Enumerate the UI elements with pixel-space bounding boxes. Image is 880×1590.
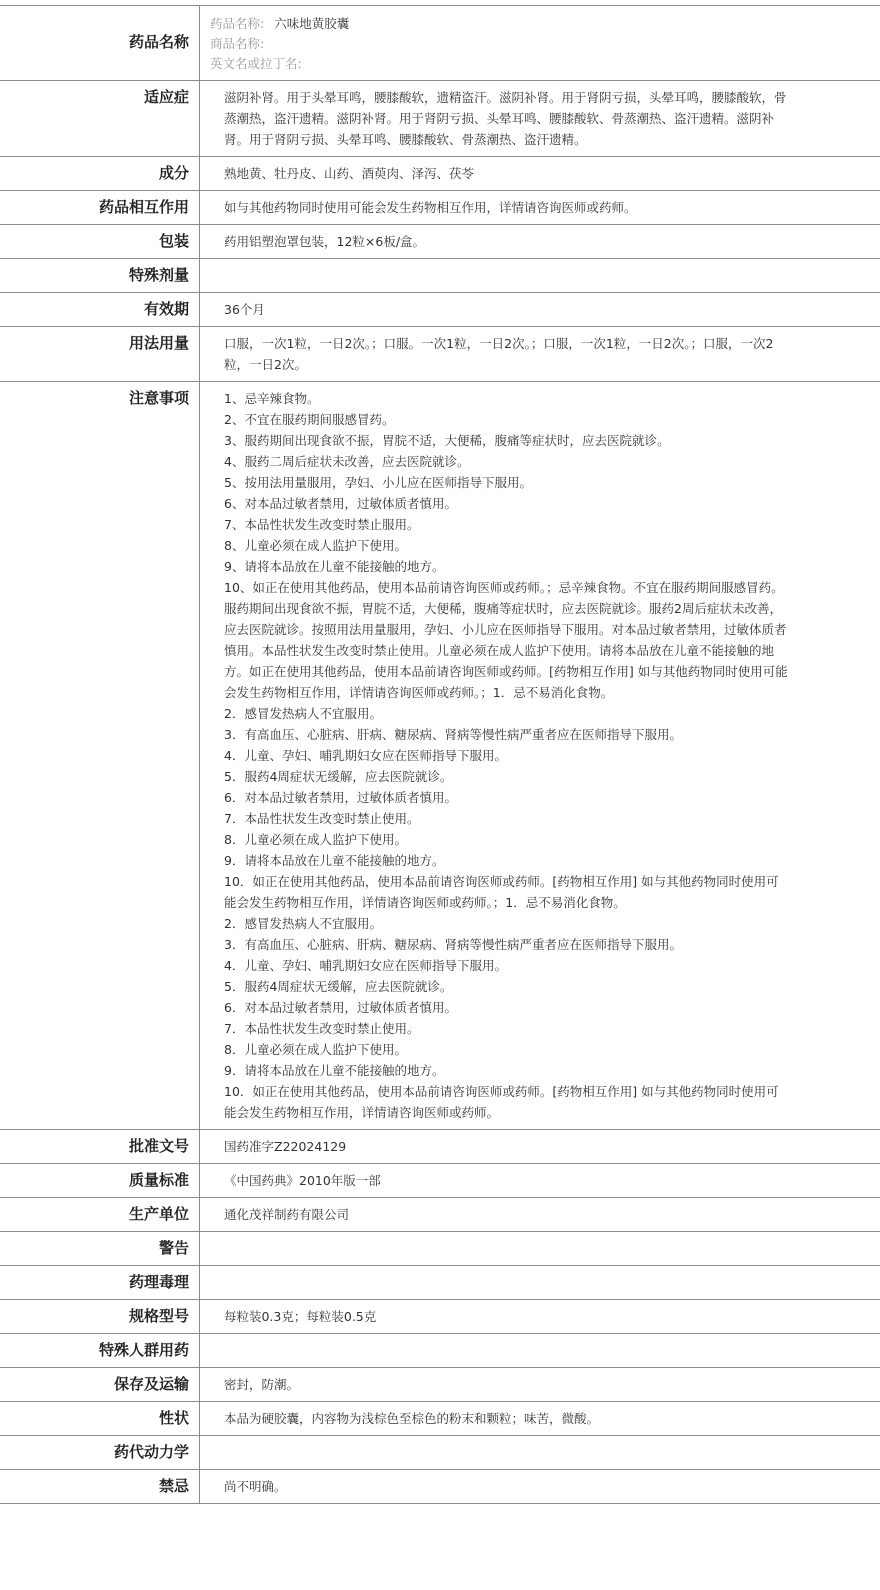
contraindications-value: 尚不明确。	[224, 1479, 287, 1494]
row-storage	[0, 1368, 880, 1402]
row-description	[0, 1402, 880, 1436]
row-label: 注意事项	[0, 382, 200, 1129]
drug-info-table	[0, 5, 880, 1504]
row-label: 特殊人群用药	[0, 1334, 200, 1367]
row-label: 保存及运输	[0, 1368, 200, 1401]
warning-value	[200, 1232, 880, 1265]
row-manufacturer	[0, 1198, 880, 1232]
generic-name-value: 六味地黄胶囊	[274, 16, 350, 31]
row-label: 质量标准	[0, 1164, 200, 1197]
row-warning	[0, 1232, 880, 1266]
row-label: 生产单位	[0, 1198, 200, 1231]
row-label: 禁忌	[0, 1470, 200, 1503]
trade-name-key: 商品名称:	[210, 36, 265, 51]
row-special-population	[0, 1334, 880, 1368]
row-validity	[0, 293, 880, 327]
row-package	[0, 225, 880, 259]
row-label: 特殊剂量	[0, 259, 200, 292]
row-label: 用法用量	[0, 327, 200, 381]
row-label: 警告	[0, 1232, 200, 1265]
ingredients-value: 熟地黄、牡丹皮、山药、酒萸肉、泽泻、茯苓	[224, 166, 475, 181]
indications-value: 滋阴补肾。用于头晕耳鸣，腰膝酸软，遗精盗汗。滋阴补肾。用于肾阴亏损，头晕耳鸣，腰膝酸软，骨蒸潮热，盗汗遗精。滋阴补肾。用于肾阴亏损、头晕耳鸣、腰膝酸软、骨蒸潮热、盗汗遗精。滋阴补肾。用于肾阴亏损、头晕耳鸣、腰膝酸软、骨蒸潮热、盗汗遗精。	[224, 90, 787, 147]
row-label: 包装	[0, 225, 200, 258]
row-label: 药品名称	[0, 6, 200, 80]
description-value: 本品为硬胶囊，内容物为浅棕色至棕色的粉末和颗粒；味苦，微酸。	[224, 1411, 600, 1426]
approval-number-value: 国药准字Z22024129	[224, 1139, 347, 1154]
english-name-line	[210, 54, 349, 74]
row-label: 规格型号	[0, 1300, 200, 1333]
pharmacology-value	[200, 1266, 880, 1299]
usage-value: 口服，一次1粒，一日2次。；口服。一次1粒，一日2次。；口服，一次1粒，一日2次。；口服，一次2粒，一日2次。	[224, 336, 774, 372]
row-label: 药代动力学	[0, 1436, 200, 1469]
row-pharmacokinetics	[0, 1436, 880, 1470]
row-label: 药品相互作用	[0, 191, 200, 224]
row-label: 适应症	[0, 81, 200, 156]
row-indications	[0, 81, 880, 157]
manufacturer-value: 通化茂祥制药有限公司	[224, 1207, 350, 1222]
english-name-key: 英文名或拉丁名:	[210, 56, 302, 71]
row-label: 成分	[0, 157, 200, 190]
row-pharmacology	[0, 1266, 880, 1300]
storage-value: 密封，防潮。	[224, 1377, 300, 1392]
row-contraindications	[0, 1470, 880, 1504]
row-drug-name	[0, 6, 880, 81]
row-label: 药理毒理	[0, 1266, 200, 1299]
row-label: 批准文号	[0, 1130, 200, 1163]
package-value: 药用铝塑泡罩包装，12粒×6板/盒。	[224, 234, 426, 249]
specification-value: 每粒装0.3克；每粒装0.5克	[224, 1309, 377, 1324]
row-precautions	[0, 382, 880, 1130]
row-specification	[0, 1300, 880, 1334]
row-label: 有效期	[0, 293, 200, 326]
generic-name-key: 药品名称:	[210, 16, 265, 31]
row-label: 性状	[0, 1402, 200, 1435]
quality-standard-value: 《中国药典》2010年版一部	[224, 1173, 381, 1188]
special-population-value	[200, 1334, 880, 1367]
row-special-dosage	[0, 259, 880, 293]
pharmacokinetics-value	[200, 1436, 880, 1469]
generic-name-line	[210, 14, 349, 34]
row-quality-standard	[0, 1164, 880, 1198]
trade-name-line	[210, 34, 349, 54]
special-dosage-value	[200, 259, 880, 292]
row-interactions	[0, 191, 880, 225]
interactions-value: 如与其他药物同时使用可能会发生药物相互作用，详情请咨询医师或药师。	[224, 200, 637, 215]
validity-value: 36个月	[224, 302, 265, 317]
row-usage	[0, 327, 880, 382]
row-ingredients	[0, 157, 880, 191]
drug-name-block	[200, 6, 359, 80]
row-approval-number	[0, 1130, 880, 1164]
precautions-value: 1、忌辛辣食物。 2、不宜在服药期间服感冒药。 3、服药期间出现食欲不振，胃脘不适，大便稀，腹痛等症状时，应去医院就诊。 4、服药二周后症状未改善，应去医院就诊。 5、按用法用量服用，孕妇、小儿应在医师指导下服用。 6、对本品过敏者禁用，过敏体质者慎用。 7、本品性状发生改变时禁止服用。 8、儿童必须在成人监护下使用。 9、请将本品放在儿童不能接触的地方。 10、如正在使用其他药品，使用本品前请咨询医师或药师。；忌辛辣食物。不宜在服药期间服感冒药。服药期间出现食欲不振，胃脘不适，大便稀，腹痛等症状时，应去医院就诊。服药2周后症状未改善，应去医院就诊。按照用法用量服用，孕妇、小儿应在医师指导下服用。对本品过敏者禁用，过敏体质者慎用。本品性状发生改变时禁止使用。儿童必须在成人监护下使用。请将本品放在儿童不能接触的地方。如正在使用其他药品，使用本品前请咨询医师或药师。[药物相互作用] 如与其他药物同时使用可能会发生药物相互作用，详情请咨询医师或药师。；1．忌不易消化食物。 2．感冒发热病人不宜服用。 3．有高血压、心脏病、肝病、糖尿病、肾病等慢性病严重者应在医师指导下服用。 4．儿童、孕妇、哺乳期妇女应在医师指导下服用。 5．服药4周症状无缓解，应去医院就诊。 6．对本品过敏者禁用，过敏体质者慎用。 7．本品性状发生改变时禁止使用。 8．儿童必须在成人监护下使用。 9．请将本品放在儿童不能接触的地方。 10．如正在使用其他药品，使用本品前请咨询医师或药师。[药物相互作用] 如与其他药物同时使用可能会发生药物相互作用，详情请咨询医师或药师。；1．忌不易消化食物。 2．感冒发热病人不宜服用。 3．有高血压、心脏病、肝病、糖尿病、肾病等慢性病严重者应在医师指导下服用。 4．儿童、孕妇、哺乳期妇女应在医师指导下服用。 5．服药4周症状无缓解，应去医院就诊。 6．对本品过敏者禁用，过敏体质者慎用。 7．本品性状发生改变时禁止使用。 8．儿童必须在成人监护下使用。 9．请将本品放在儿童不能接触的地方。 10．如正在使用其他药品，使用本品前请咨询医师或药师。[药物相互作用] 如与其他药物同时使用可能会发生药物相互作用，详情请咨询医师或药师。	[224, 391, 788, 1120]
